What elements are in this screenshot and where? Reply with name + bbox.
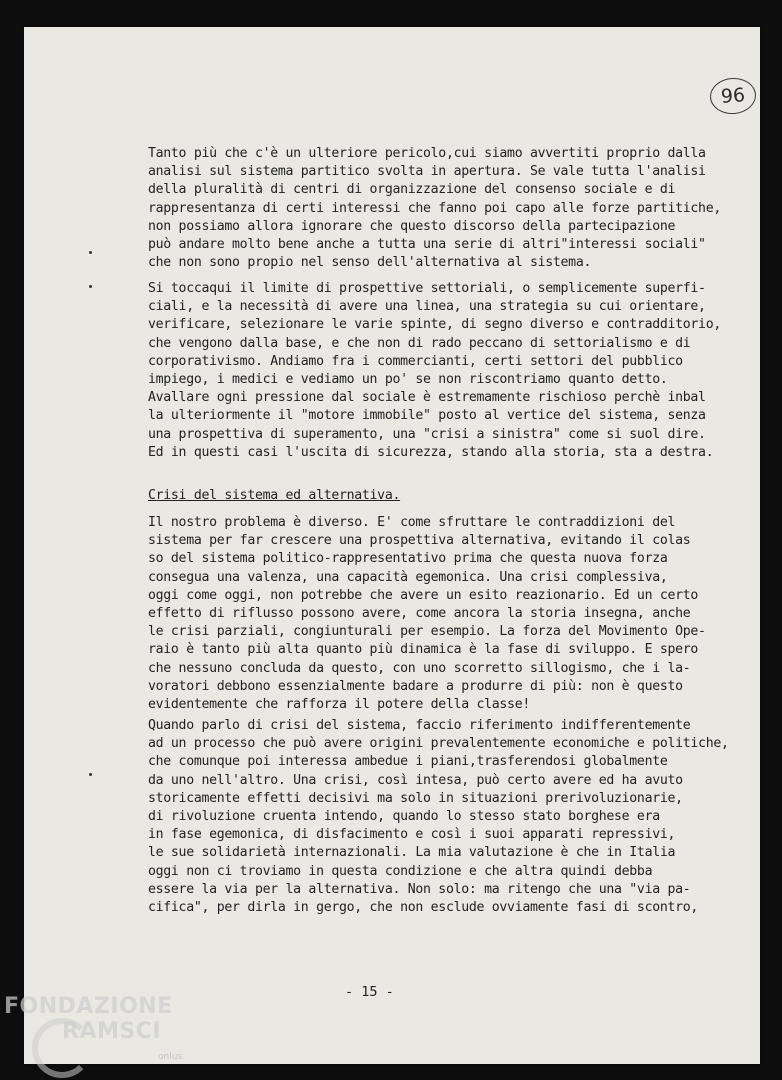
watermark-line-2: RAMSCI — [62, 1019, 162, 1044]
text-line: le sue solidarietà internazionali. La mia valutazione è che in Italia — [148, 845, 676, 861]
text-line: Si toccaqui il limite di prospettive settoriali, o semplicemente superfi- — [148, 281, 706, 296]
text-line: essere la via per la alternativa. Non solo: ma ritengo che una "via pa- — [148, 881, 691, 897]
text-line: può andare molto bene anche a tutta una serie di altri"interessi sociali" — [148, 237, 706, 253]
margin-mark — [89, 773, 92, 776]
text-line: sistema per far crescere una prospettiva alternativa, evitando il colas — [148, 533, 691, 549]
text-line: Avallare ogni pressione dal sociale è estremamente rischioso perchè inbal — [148, 390, 706, 406]
paragraph-2 — [148, 280, 728, 462]
text-line: analisi sul sistema partitico svolta in apertura. Se vale tutta l'analisi — [148, 164, 706, 180]
text-line: raio è tanto più alta quanto più dinamica è la fase di sviluppo. E spero — [148, 642, 699, 658]
text-line: storicamente effetti decisivi ma solo in situazioni prerivoluzionarie, — [148, 790, 683, 806]
text-line: ciali, e la necessità di avere una linea, una strategia su cui orientare, — [148, 299, 706, 315]
text-line: di rivoluzione cruenta intendo, quando lo stesso stato borghese era — [148, 809, 660, 825]
text-line: impiego, i medici e vediamo un po' se non riscontriamo quanto detto. — [148, 372, 668, 388]
text-line: della pluralità di centri di organizzazione del consenso sociale e di — [148, 182, 676, 198]
text-line: una prospettiva di superamento, una "crisi a sinistra" come si suol dire. — [148, 426, 706, 442]
text-line: che non sono propio nel senso dell'alternativa al sistema. — [148, 255, 592, 271]
text-line: corporativismo. Andiamo fra i commercianti, certi settori del pubblico — [148, 353, 683, 369]
paragraph-4 — [148, 717, 728, 917]
text-line: oggi come oggi, non potrebbe che avere un esito reazionario. Ed un certo — [148, 587, 699, 603]
watermark-suffix: onlus — [158, 1052, 183, 1062]
paragraph-1 — [148, 145, 728, 272]
text-line: ad un processo che può avere origini prevalentemente economiche e politiche, — [148, 736, 729, 752]
page-number: - 15 - — [345, 984, 394, 1000]
text-line: Tanto più che c'è un ulteriore pericolo,cui siamo avvertiti proprio dalla — [148, 146, 706, 161]
text-line: non possiamo allora ignorare che questo discorso della partecipazione — [148, 218, 676, 234]
folio-number: 96 — [709, 76, 757, 115]
watermark-line-1: FONDAZIONE — [4, 994, 173, 1019]
text-line: Il nostro problema è diverso. E' come sfruttare le contraddizioni del — [148, 515, 676, 530]
text-line: effetto di riflusso possono avere, come ancora la storia insegna, anche — [148, 606, 691, 622]
margin-mark — [89, 285, 92, 288]
text-line: la ulteriormente il "motore immobile" posto al vertice del sistema, senza — [148, 408, 706, 424]
watermark — [4, 994, 173, 1044]
text-line: evidentemente che rafforza il potere della classe! — [148, 697, 530, 713]
text-line: in fase egemonica, di disfacimento e così i suoi apparati repressivi, — [148, 827, 676, 843]
text-line: cifica", per dirla in gergo, che non esclude ovviamente fasi di scontro, — [148, 900, 699, 916]
text-line: consegua una valenza, una capacità egemonica. Una crisi complessiva, — [148, 569, 668, 585]
margin-mark — [89, 251, 92, 254]
paragraph-3 — [148, 514, 728, 714]
text-line: Ed in questi casi l'uscita di sicurezza, stando alla storia, sta a destra. — [148, 444, 714, 460]
text-line: le crisi parziali, congiunturali per esempio. La forza del Movimento Ope- — [148, 624, 706, 640]
text-line: so del sistema politico-rappresentativo prima che questa nuova forza — [148, 551, 668, 567]
text-line: oggi non ci troviamo in questa condizione e che altra quindi debba — [148, 863, 653, 879]
text-line: Quando parlo di crisi del sistema, faccio riferimento indifferentemente — [148, 718, 691, 733]
text-line: verificare, selezionare le varie spinte, di segno diverso e contradditorio, — [148, 317, 721, 333]
text-line: da uno nell'altro. Una crisi, così intesa, può certo avere ed ha avuto — [148, 772, 683, 788]
text-line: che vengono dalla base, e che non di rado peccano di settorialismo e di — [148, 335, 691, 351]
text-line: voratori debbono essenzialmente badare a produrre di più: non è questo — [148, 678, 683, 694]
text-line: rappresentanza di certi interessi che fanno poi capo alle forze partitiche, — [148, 200, 721, 216]
text-line: che nessuno concluda da questo, con uno scorretto sillogismo, che i la- — [148, 660, 691, 676]
section-heading: Crisi del sistema ed alternativa. — [148, 488, 401, 503]
text-line: che comunque poi interessa ambedue i piani,trasferendosi globalmente — [148, 754, 668, 770]
